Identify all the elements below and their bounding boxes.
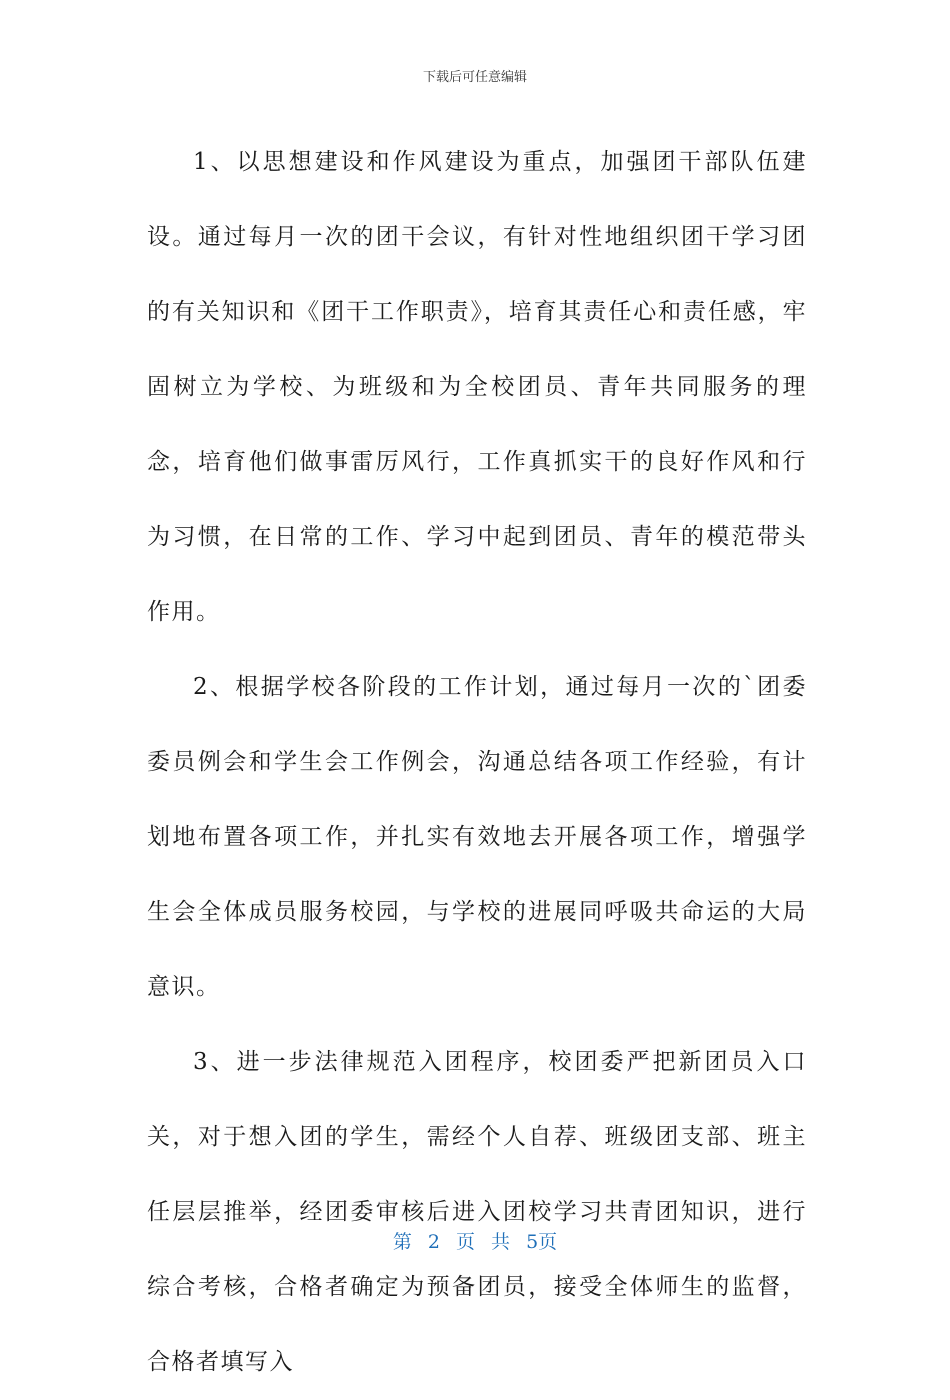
document-body (147, 125, 807, 1400)
paragraph-3: 3、进一步法律规范入团程序，校团委严把新团员入口关，对于想入团的学生，需经个人自荐、班级团支部、班主任层层推举，经团委审核后进入团校学习共青团知识，进行综合考核，合格者确定为预备团员，接受全体师生的监督，合格者填写入 (147, 1049, 807, 1375)
paragraph-1: 1、以思想建设和作风建设为重点，加强团干部队伍建设。通过每月一次的团干会议，有针对性地组织团干学习团的有关知识和《团干工作职责》，培育其责任心和责任感，牢固树立为学校、为班级和为全校团员、青年共同服务的理念，培育他们做事雷厉风行，工作真抓实干的良好作风和行为习惯，在日常的工作、学习中起到团员、青年的模范带头作用。 (147, 149, 807, 625)
page-number-footer: 第 2 页 共 5页 (392, 1231, 558, 1253)
paragraph-2: 2、根据学校各阶段的工作计划，通过每月一次的`团委委员例会和学生会工作例会，沟通总结各项工作经验，有计划地布置各项工作，并扎实有效地去开展各项工作，增强学生会全体成员服务校园，与学校的进展同呼吸共命运的大局意识。 (147, 674, 807, 1000)
page-header: 下载后可任意编辑 (422, 70, 527, 85)
